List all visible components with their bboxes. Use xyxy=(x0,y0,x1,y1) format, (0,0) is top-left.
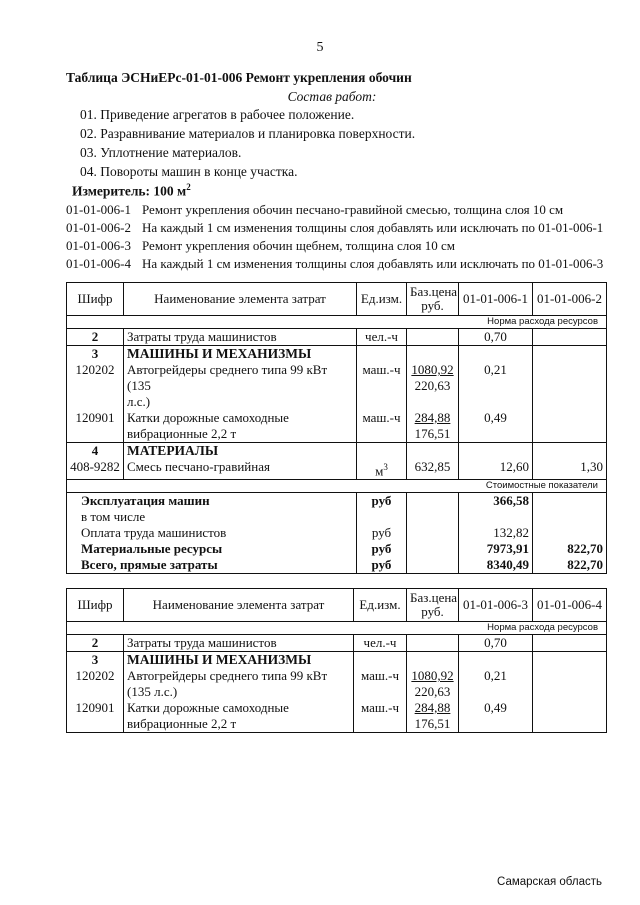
code-text: Ремонт укрепления обочин щебнем, толщина слоя 10 см xyxy=(142,238,455,253)
work-item: 03. Уплотнение материалов. xyxy=(80,145,242,160)
header-col2: 01-01-006-2 xyxy=(533,283,607,316)
header-price: Баз.цена руб. xyxy=(407,589,459,622)
header-col2: 01-01-006-4 xyxy=(533,589,607,622)
table-row: 120202 Автогрейдеры среднего типа 99 кВт (135 л.с.) маш.-ч 1080,92 220,63 0,21 xyxy=(67,668,607,700)
header-name: Наименование элемента затрат xyxy=(124,283,357,316)
resource-table-1 xyxy=(66,282,607,574)
summary-row: в том числе xyxy=(67,509,607,525)
table-row: 408-9282 Смесь песчано-гравийная $м^3$ 632,85 12,60 1,30 xyxy=(67,459,607,480)
footer-region: Самарская область xyxy=(497,876,602,888)
norm-label: Норма расхода ресурсов xyxy=(67,622,607,635)
table-row: 120202 Автогрейдеры среднего типа 99 кВт (135 л.с.) маш.-ч 1080,92 220,63 0,21 xyxy=(67,362,607,410)
work-composition-heading: Состав работ: xyxy=(287,89,377,104)
code-description xyxy=(66,238,455,254)
header-name: Наименование элемента затрат xyxy=(124,589,354,622)
table-row: 120901 Катки дорожные самоходные вибрационные 2,2 т маш.-ч 284,88 176,51 0,49 xyxy=(67,700,607,733)
cost-label: Стоимостные показатели xyxy=(67,480,607,493)
header-code: Шифр xyxy=(67,283,124,316)
code-text: На каждый 1 см изменения толщины слоя добавлять или исключать по 01-01-006-1 xyxy=(142,220,604,235)
table-title: Таблица ЭСНиЕРс-01-01-006 Ремонт укрепления обочин xyxy=(66,70,412,85)
table-row: 2 Затраты труда машинистов чел.-ч 0,70 xyxy=(67,635,607,652)
section-row: 3 МАШИНЫ И МЕХАНИЗМЫ xyxy=(67,346,607,363)
code-description xyxy=(66,202,563,218)
code-description xyxy=(66,256,603,272)
section-row: 3 МАШИНЫ И МЕХАНИЗМЫ xyxy=(67,652,607,669)
measure-unit: Измеритель: 100 $м^2$ xyxy=(72,182,191,199)
norm-label: Норма расхода ресурсов xyxy=(67,316,607,329)
summary-row: Материальные ресурсы руб 7973,91 822,70 xyxy=(67,541,607,557)
code-text: Ремонт укрепления обочин песчано-гравийной смесью, толщина слоя 10 см xyxy=(142,202,564,217)
section-row: 4 МАТЕРИАЛЫ xyxy=(67,443,607,460)
code-id: 01-01-006-2 xyxy=(66,220,131,235)
code-text: На каждый 1 см изменения толщины слоя добавлять или исключать по 01-01-006-3 xyxy=(142,256,604,271)
code-description xyxy=(66,220,603,236)
work-item: 01. Приведение агрегатов в рабочее положение. xyxy=(80,107,355,122)
work-item: 04. Повороты машин в конце участка. xyxy=(80,164,298,179)
code-id: 01-01-006-1 xyxy=(66,202,131,217)
header-unit: Ед.изм. xyxy=(357,283,407,316)
header-price: Баз.цена руб. xyxy=(407,283,459,316)
table-row: 2 Затраты труда машинистов чел.-ч 0,70 xyxy=(67,329,607,346)
summary-row: Эксплуатация машин руб 366,58 xyxy=(67,493,607,510)
code-id: 01-01-006-3 xyxy=(66,238,131,253)
summary-row: Всего, прямые затраты руб 8340,49 822,70 xyxy=(67,557,607,574)
resource-table-2 xyxy=(66,588,607,733)
header-code: Шифр xyxy=(67,589,124,622)
header-unit: Ед.изм. xyxy=(354,589,407,622)
code-id: 01-01-006-4 xyxy=(66,256,131,271)
table-row: 120901 Катки дорожные самоходные вибрационные 2,2 т маш.-ч 284,88 176,51 0,49 xyxy=(67,410,607,443)
page-number: 5 xyxy=(316,40,324,55)
header-col1: 01-01-006-1 xyxy=(459,283,533,316)
work-item: 02. Разравнивание материалов и планировка поверхности. xyxy=(80,126,416,141)
header-col1: 01-01-006-3 xyxy=(459,589,533,622)
summary-row: Оплата труда машинистов руб 132,82 xyxy=(67,525,607,541)
